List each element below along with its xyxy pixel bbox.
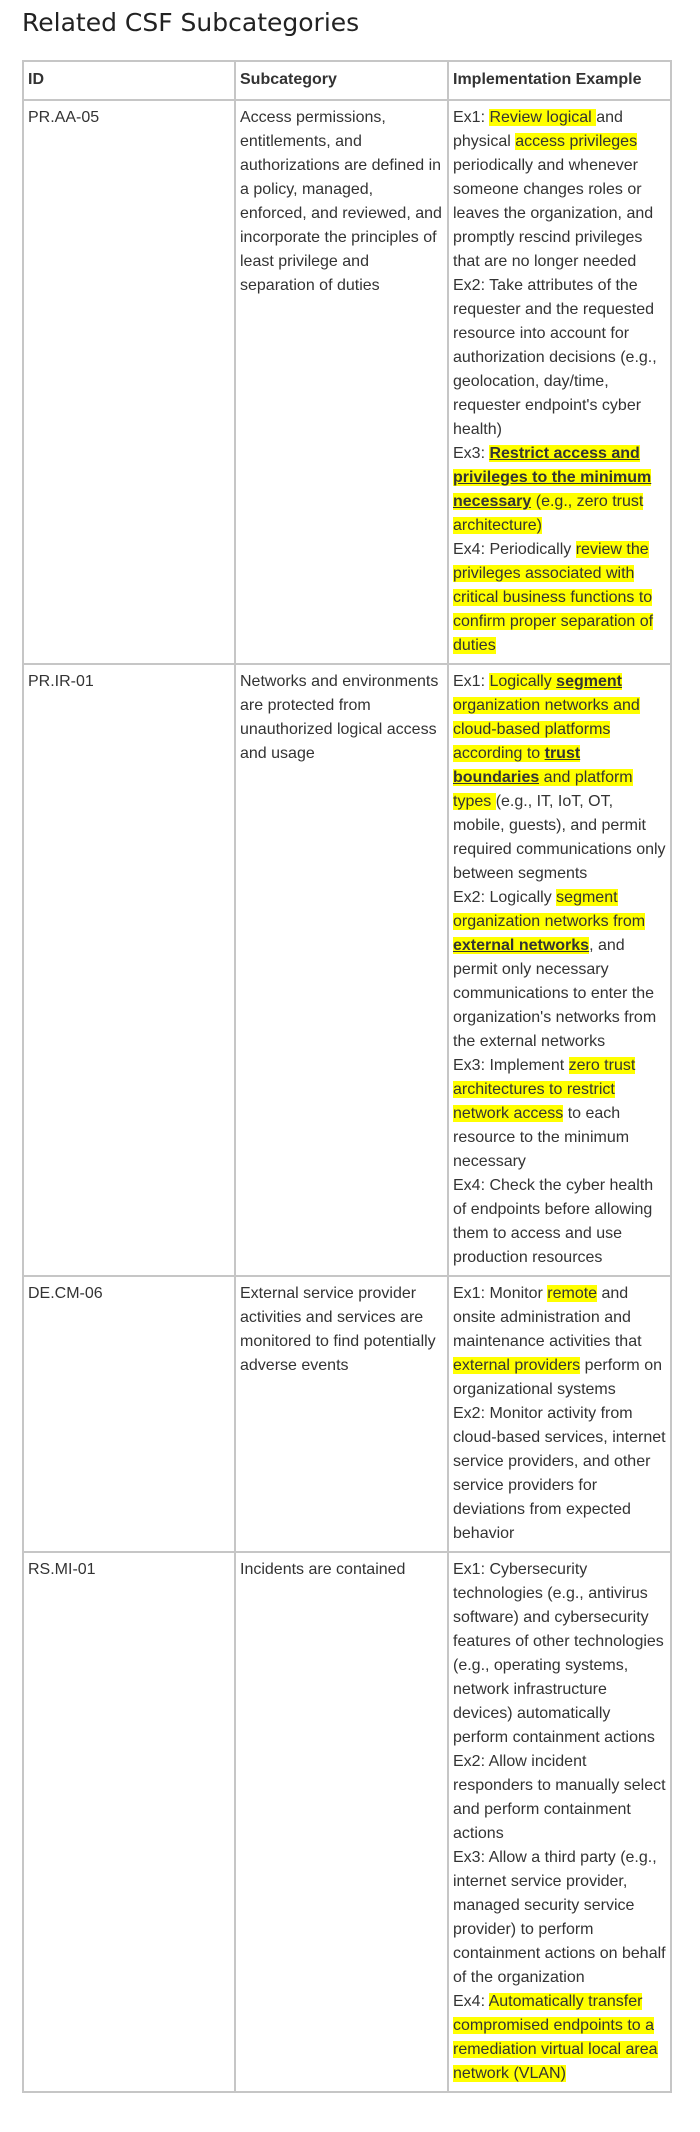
example-item	[453, 670, 666, 886]
example-item	[453, 442, 666, 538]
highlighted-text: access privileges	[515, 133, 638, 150]
example-text: Ex3: Allow a third party (e.g., internet service provider, managed security service provider) to perform containment actions on behalf of the organization	[453, 1849, 666, 1986]
highlighted-text: trust boundaries	[453, 745, 581, 786]
example-text: Ex2: Allow incident responders to manually select and perform containment actions	[453, 1753, 666, 1842]
highlighted-text: Review logical	[489, 109, 597, 126]
example-text: periodically and whenever someone changes roles or leaves the organization, and promptly rescind privileges that are no longer needed	[453, 157, 654, 270]
highlighted-text: remote	[547, 1285, 598, 1302]
cell-subcategory: External service provider activities and services are monitored to find potentially adverse events	[235, 1276, 448, 1552]
example-item	[453, 274, 666, 442]
example-item	[453, 538, 666, 658]
example-text: Ex4: Check the cyber health of endpoints before allowing them to access and use production resources	[453, 1177, 654, 1266]
cell-subcategory: Networks and environments are protected from unauthorized logical access and usage	[235, 664, 448, 1276]
table-row	[23, 1276, 671, 1552]
cell-id: RS.MI-01	[23, 1552, 235, 2092]
example-item	[453, 106, 666, 274]
example-item	[453, 1174, 666, 1270]
example-item	[453, 1402, 666, 1546]
example-text: Ex2: Logically	[453, 889, 557, 906]
cell-subcategory: Incidents are contained	[235, 1552, 448, 2092]
highlighted-text: (e.g., zero trust architecture)	[453, 493, 644, 534]
cell-id: PR.AA-05	[23, 100, 235, 664]
example-text: perform on organizational systems	[453, 1357, 662, 1398]
page-title: Related CSF Subcategories	[22, 8, 360, 37]
example-text: Ex4:	[453, 1993, 489, 2010]
header-implementation-example: Implementation Example	[448, 61, 671, 100]
cell-implementation-example	[448, 1552, 671, 2092]
example-item	[453, 1750, 666, 1846]
example-text: to each resource to the minimum necessary	[453, 1105, 630, 1170]
table-row	[23, 1552, 671, 2092]
example-item	[453, 1846, 666, 1990]
highlighted-text: segment	[556, 673, 622, 690]
table-header	[23, 61, 671, 100]
example-text: Ex1:	[453, 673, 490, 690]
example-text: Ex1: Monitor	[453, 1285, 548, 1302]
example-text: (e.g., IT, IoT, OT, mobile, guests), and permit required communications only between segments	[453, 793, 666, 882]
example-item	[453, 1990, 666, 2086]
example-text: Ex4: Periodically	[453, 541, 576, 558]
example-item	[453, 1054, 666, 1174]
example-item	[453, 1282, 666, 1402]
highlighted-text: review the privileges associated with critical business functions to confirm proper separation of duties	[453, 541, 654, 654]
cell-implementation-example	[448, 1276, 671, 1552]
highlighted-text: Automatically transfer compromised endpoints to a remediation virtual local area network (VLAN)	[453, 1993, 658, 2082]
cell-implementation-example	[448, 100, 671, 664]
highlighted-text: external providers	[453, 1357, 581, 1374]
example-text: Ex3:	[453, 445, 490, 462]
table-row	[23, 664, 671, 1276]
highlighted-text: Restrict access and privileges to the minimum necessary	[453, 445, 652, 510]
example-text: Ex1: Cybersecurity technologies (e.g., antivirus software) and cybersecurity features of other technologies (e.g., operating systems, network infrastructure devices) automatically perform containment actions	[453, 1561, 664, 1746]
table-body	[23, 100, 671, 2092]
cell-implementation-example	[448, 664, 671, 1276]
example-text: Ex2: Take attributes of the requester and the requested resource into account for authorization decisions (e.g., geolocation, day/time, requester endpoint's cyber health)	[453, 277, 657, 438]
table-row	[23, 100, 671, 664]
cell-id: PR.IR-01	[23, 664, 235, 1276]
cell-id: DE.CM-06	[23, 1276, 235, 1552]
highlighted-text: zero trust architectures to restrict network access	[453, 1057, 636, 1122]
header-row	[23, 61, 671, 100]
example-item	[453, 886, 666, 1054]
highlighted-text: external networks	[453, 937, 590, 954]
highlighted-text: organization networks and cloud-based platforms according to	[453, 697, 640, 762]
example-text: and onsite administration and maintenance activities that	[453, 1285, 642, 1350]
example-text: , and permit only necessary communications to enter the organization's networks from the external networks	[453, 937, 657, 1050]
example-text: and physical	[453, 109, 623, 150]
highlighted-text: and platform types	[453, 769, 633, 810]
highlighted-text: Logically	[489, 673, 557, 690]
example-text: Ex3: Implement	[453, 1057, 569, 1074]
example-text: Ex1:	[453, 109, 490, 126]
csf-subcategories-table	[22, 60, 672, 2093]
highlighted-text: segment organization networks from	[453, 889, 646, 930]
header-id: ID	[23, 61, 235, 100]
cell-subcategory: Access permissions, entitlements, and authorizations are defined in a policy, managed, enforced, and reviewed, and incorporate the principles of least privilege and separation of duties	[235, 100, 448, 664]
example-text: Ex2: Monitor activity from cloud-based services, internet service providers, and other service providers for deviations from expected behavior	[453, 1405, 666, 1542]
header-subcategory: Subcategory	[235, 61, 448, 100]
example-item	[453, 1558, 666, 1750]
